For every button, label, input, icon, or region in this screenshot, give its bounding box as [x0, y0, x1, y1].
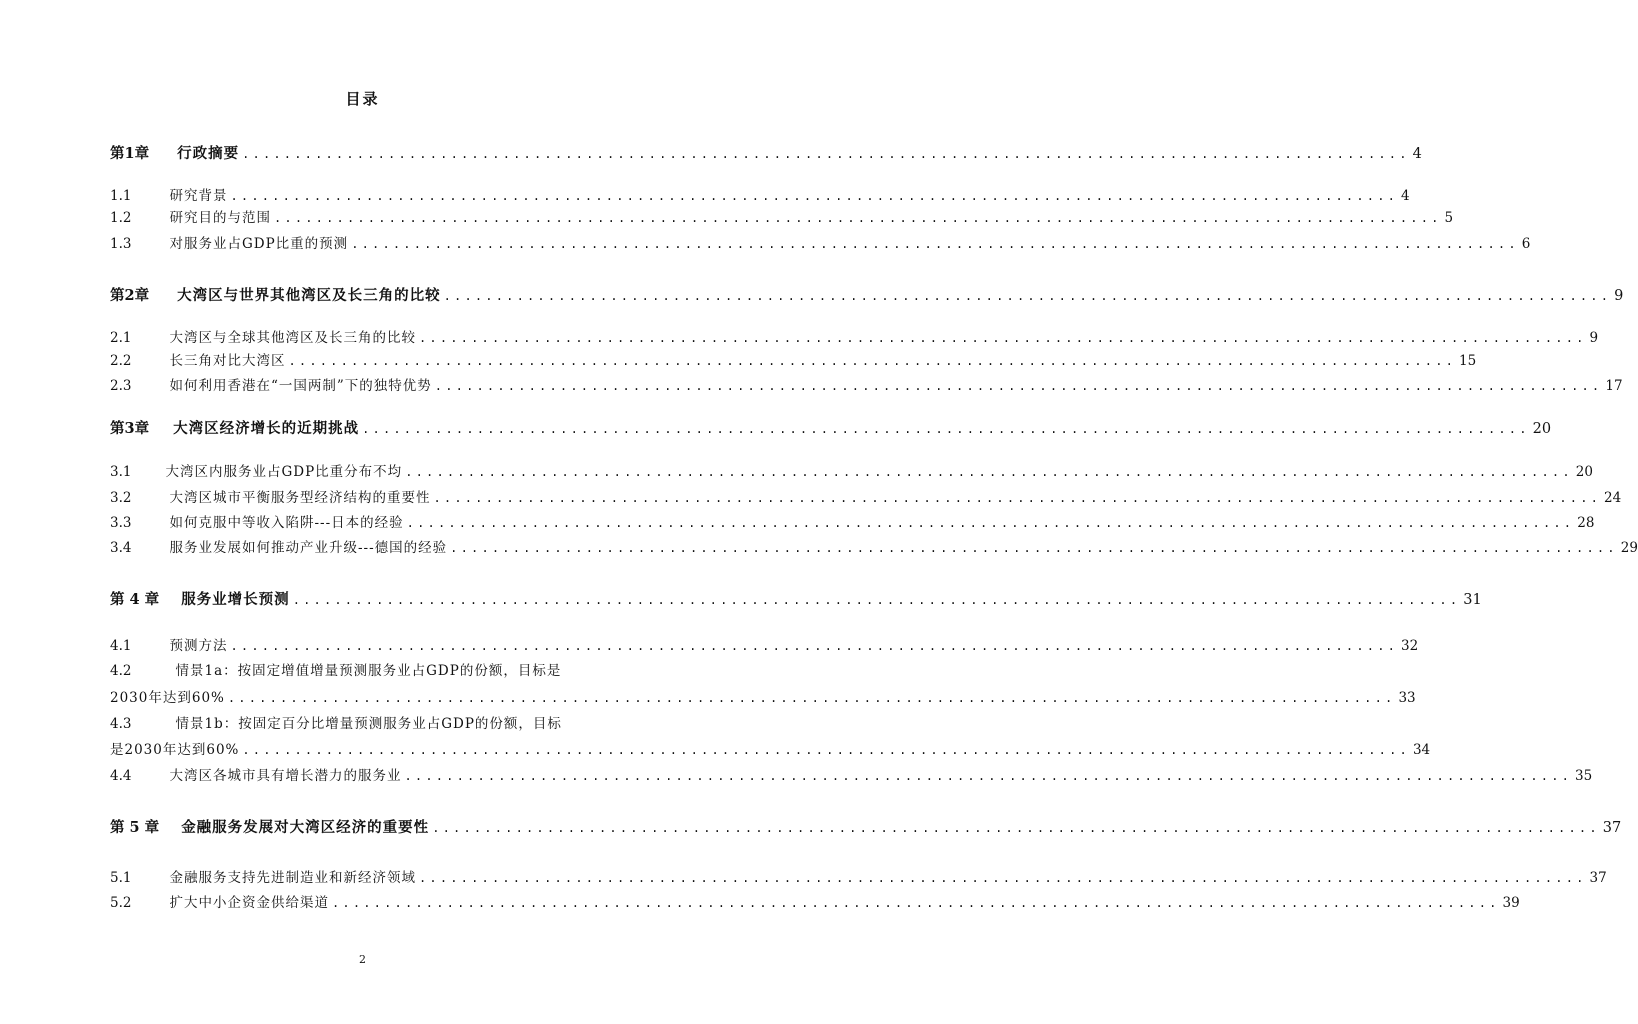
leader-dots: ................................................................................................................: [227, 691, 1396, 705]
page-ref: 35: [1575, 768, 1593, 784]
toc-section-4-2-continued[interactable]: [110, 686, 1416, 706]
section-title: 大湾区各城市具有增长潜力的服务业: [169, 768, 402, 784]
leader-dots: ................................................................................................................: [242, 147, 1410, 161]
section-number: 4.4: [110, 768, 132, 784]
page-ref: 9: [1614, 288, 1624, 304]
page-ref: 37: [1589, 870, 1607, 886]
leader-dots: ................................................................................................................: [443, 289, 1612, 303]
leader-dots: ................................................................................................................: [405, 465, 1573, 479]
section-title: 大湾区城市平衡服务型经济结构的重要性: [169, 490, 431, 506]
toc-section-3-1[interactable]: [110, 460, 1593, 480]
page-ref: 15: [1459, 353, 1477, 369]
page-ref: 6: [1521, 236, 1531, 252]
chapter-number: 第 4 章: [110, 591, 160, 608]
page-ref: 20: [1575, 464, 1593, 480]
leader-dots: ................................................................................................................: [351, 237, 1519, 251]
toc-chapter-5[interactable]: [110, 816, 1622, 836]
toc-section-2-3[interactable]: [110, 374, 1623, 394]
leader-dots: ................................................................................................................: [331, 896, 1500, 910]
section-number: 1.3: [110, 236, 132, 252]
page-ref: 29: [1620, 540, 1638, 556]
section-number: 2.3: [110, 378, 132, 394]
leader-dots: ................................................................................................................: [406, 516, 1575, 530]
section-number: 4.2: [110, 663, 132, 679]
section-title: 扩大中小企资金供给渠道: [169, 895, 329, 911]
page-number: 2: [359, 953, 366, 966]
toc-chapter-3[interactable]: [110, 417, 1552, 437]
section-title: 对服务业占GDP比重的预测: [169, 236, 349, 252]
section-title: 情景1a：按固定增值增量预测服务业占GDP的份额，目标是: [175, 663, 562, 679]
toc-section-2-1[interactable]: [110, 326, 1599, 346]
section-number: 4.1: [110, 638, 132, 654]
section-number: 5.2: [110, 895, 132, 911]
toc-section-4-4[interactable]: [110, 764, 1593, 784]
chapter-number: 第 5 章: [110, 819, 160, 836]
leader-dots: ................................................................................................................: [434, 379, 1603, 393]
section-number: 3.3: [110, 515, 132, 531]
toc-section-1-2[interactable]: [110, 206, 1454, 226]
page-ref: 4: [1401, 188, 1410, 204]
toc-section-3-2[interactable]: [110, 486, 1622, 506]
section-number: 1.1: [110, 188, 132, 204]
page-ref: 28: [1577, 515, 1595, 531]
section-number: 3.4: [110, 540, 132, 556]
chapter-number: 第1章: [110, 145, 150, 162]
chapter-number: 第3章: [110, 420, 150, 437]
toc-chapter-4[interactable]: [110, 588, 1482, 608]
toc-section-3-4[interactable]: [110, 536, 1638, 556]
section-number: 5.1: [110, 870, 132, 886]
section-number: 3.1: [110, 464, 132, 480]
page-ref: 20: [1532, 421, 1552, 437]
section-title-continued: 2030年达到60%: [110, 690, 225, 706]
toc-section-3-3[interactable]: [110, 511, 1595, 531]
toc-chapter-1[interactable]: [110, 142, 1422, 162]
leader-dots: ................................................................................................................: [404, 769, 1573, 783]
toc-section-5-2[interactable]: [110, 891, 1520, 911]
leader-dots: ................................................................................................................: [288, 354, 1457, 368]
page-ref: 4: [1412, 146, 1422, 162]
section-title: 研究目的与范围: [169, 210, 271, 226]
section-title: 预测方法: [169, 638, 228, 654]
toc-section-5-1[interactable]: [110, 866, 1607, 886]
section-title: 长三角对比大湾区: [169, 353, 286, 369]
toc-section-4-1[interactable]: [110, 634, 1419, 654]
page-ref: 39: [1502, 895, 1520, 911]
leader-dots: ................................................................................................................: [432, 821, 1600, 835]
toc-section-4-3-continued[interactable]: [110, 738, 1431, 758]
page-ref: 17: [1605, 378, 1623, 394]
leader-dots: ................................................................................................................: [230, 639, 1399, 653]
toc-section-1-3[interactable]: [110, 232, 1531, 252]
page-ref: 9: [1589, 330, 1599, 346]
toc-section-4-2[interactable]: [110, 659, 615, 679]
section-title-continued: 是2030年达到60%: [110, 742, 240, 758]
chapter-title: 行政摘要: [177, 145, 240, 162]
chapter-number: 第2章: [110, 287, 150, 304]
toc-section-4-3[interactable]: [110, 712, 615, 732]
toc-title: 目录: [345, 90, 380, 108]
leader-dots: ................................................................................................................: [292, 593, 1461, 607]
section-title: 情景1b：按固定百分比增量预测服务业占GDP的份额，目标: [175, 716, 562, 732]
chapter-title: 金融服务发展对大湾区经济的重要性: [181, 819, 430, 836]
section-title: 如何利用香港在“一国两制”下的独特优势: [169, 378, 432, 394]
leader-dots: ................................................................................................................: [230, 189, 1399, 203]
section-number: 4.3: [110, 716, 132, 732]
section-title: 金融服务支持先进制造业和新经济领域: [169, 870, 416, 886]
leader-dots: ................................................................................................................: [433, 491, 1602, 505]
leader-dots: ................................................................................................................: [450, 541, 1618, 555]
section-title: 如何克服中等收入陷阱---日本的经验: [169, 515, 404, 531]
chapter-title: 大湾区经济增长的近期挑战: [173, 420, 360, 437]
section-number: 3.2: [110, 490, 132, 506]
leader-dots: ................................................................................................................: [242, 743, 1410, 757]
chapter-title: 服务业增长预测: [181, 591, 290, 608]
section-number: 2.2: [110, 353, 132, 369]
chapter-title: 大湾区与世界其他湾区及长三角的比较: [177, 287, 441, 304]
toc-section-1-1[interactable]: [110, 184, 1410, 204]
section-title: 服务业发展如何推动产业升级---德国的经验: [169, 540, 448, 556]
leader-dots: ................................................................................................................: [362, 422, 1530, 436]
section-number: 2.1: [110, 330, 132, 346]
section-title: 大湾区与全球其他湾区及长三角的比较: [169, 330, 416, 346]
section-number: 1.2: [110, 210, 132, 226]
leader-dots: ................................................................................................................: [418, 871, 1587, 885]
page-ref: 33: [1398, 690, 1416, 706]
page-ref: 31: [1463, 592, 1482, 608]
page-ref: 37: [1602, 820, 1622, 836]
section-title: 大湾区内服务业占GDP比重分布不均: [165, 464, 403, 480]
page-ref: 32: [1401, 638, 1419, 654]
page-ref: 5: [1444, 210, 1454, 226]
section-title: 研究背景: [169, 188, 228, 204]
page-ref: 24: [1604, 490, 1622, 506]
leader-dots: ................................................................................................................: [273, 211, 1442, 225]
page-ref: 34: [1412, 742, 1431, 758]
leader-dots: ................................................................................................................: [418, 331, 1587, 345]
toc-chapter-2[interactable]: [110, 284, 1624, 304]
toc-section-2-2[interactable]: [110, 349, 1477, 369]
